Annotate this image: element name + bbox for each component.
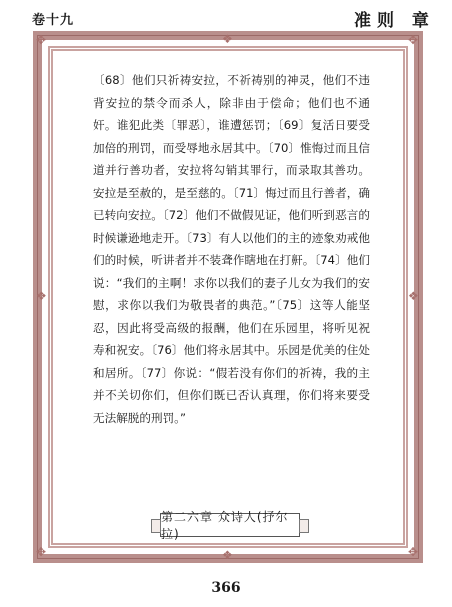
corner-ornament-icon: ✥ <box>36 545 47 559</box>
border-ornament-icon: ❖ <box>408 289 419 303</box>
corner-ornament-icon: ✥ <box>408 545 419 559</box>
running-header-left: 卷十九 <box>32 13 75 28</box>
scripture-body-text: 〔68〕他们只祈祷安拉，不祈祷别的神灵，他们不违背安拉的禁令而杀人，除非由于偿命；他们也不通奸。谁犯此类〔罪恶〕，谁遭惩罚；〔69〕复活日要受加倍的刑罚，而受辱地永居其中。〔70〕惟悔过而且信道并行善功者，安拉将勾销其罪行，而录取其善功。安拉是至赦的，是至慈的。〔71〕悔过而且行善者，确已转向安拉。〔72〕他们不做假见证，他们听到恶言的时候谦逊地走开。〔73〕有人以他们的主的迹象劝戒他们的时候，听讲者并不装聋作瞎地在打鼾。〔74〕他们说：“我们的主啊！求你以我们的妻子儿女为我们的安慰，求你以我们为敬畏者的典范。”〔75〕这等人能坚忍，因此将受高级的报酬，他们在乐园里，将听见祝寿和祝安。〔76〕他们将永居其中。乐园是优美的住处和居所。〔77〕你说：“假若没有你们的祈祷，我的主并不关切你们，但你们既已否认真理，你们将来要受无法解脱的刑罚。” <box>93 73 370 425</box>
border-ornament-icon: ❖ <box>222 32 233 46</box>
corner-ornament-icon: ✥ <box>36 33 47 47</box>
chapter-banner <box>160 510 300 541</box>
border-ornament-icon: ❖ <box>36 289 47 303</box>
border-ornament-icon: ❖ <box>222 548 233 562</box>
corner-ornament-icon: ✥ <box>408 33 419 47</box>
chapter-title: 第二六章 众诗人(抒尔拉) <box>161 510 289 541</box>
running-header-right: 准则 章 <box>354 11 435 31</box>
page-number: 366 <box>211 580 241 596</box>
